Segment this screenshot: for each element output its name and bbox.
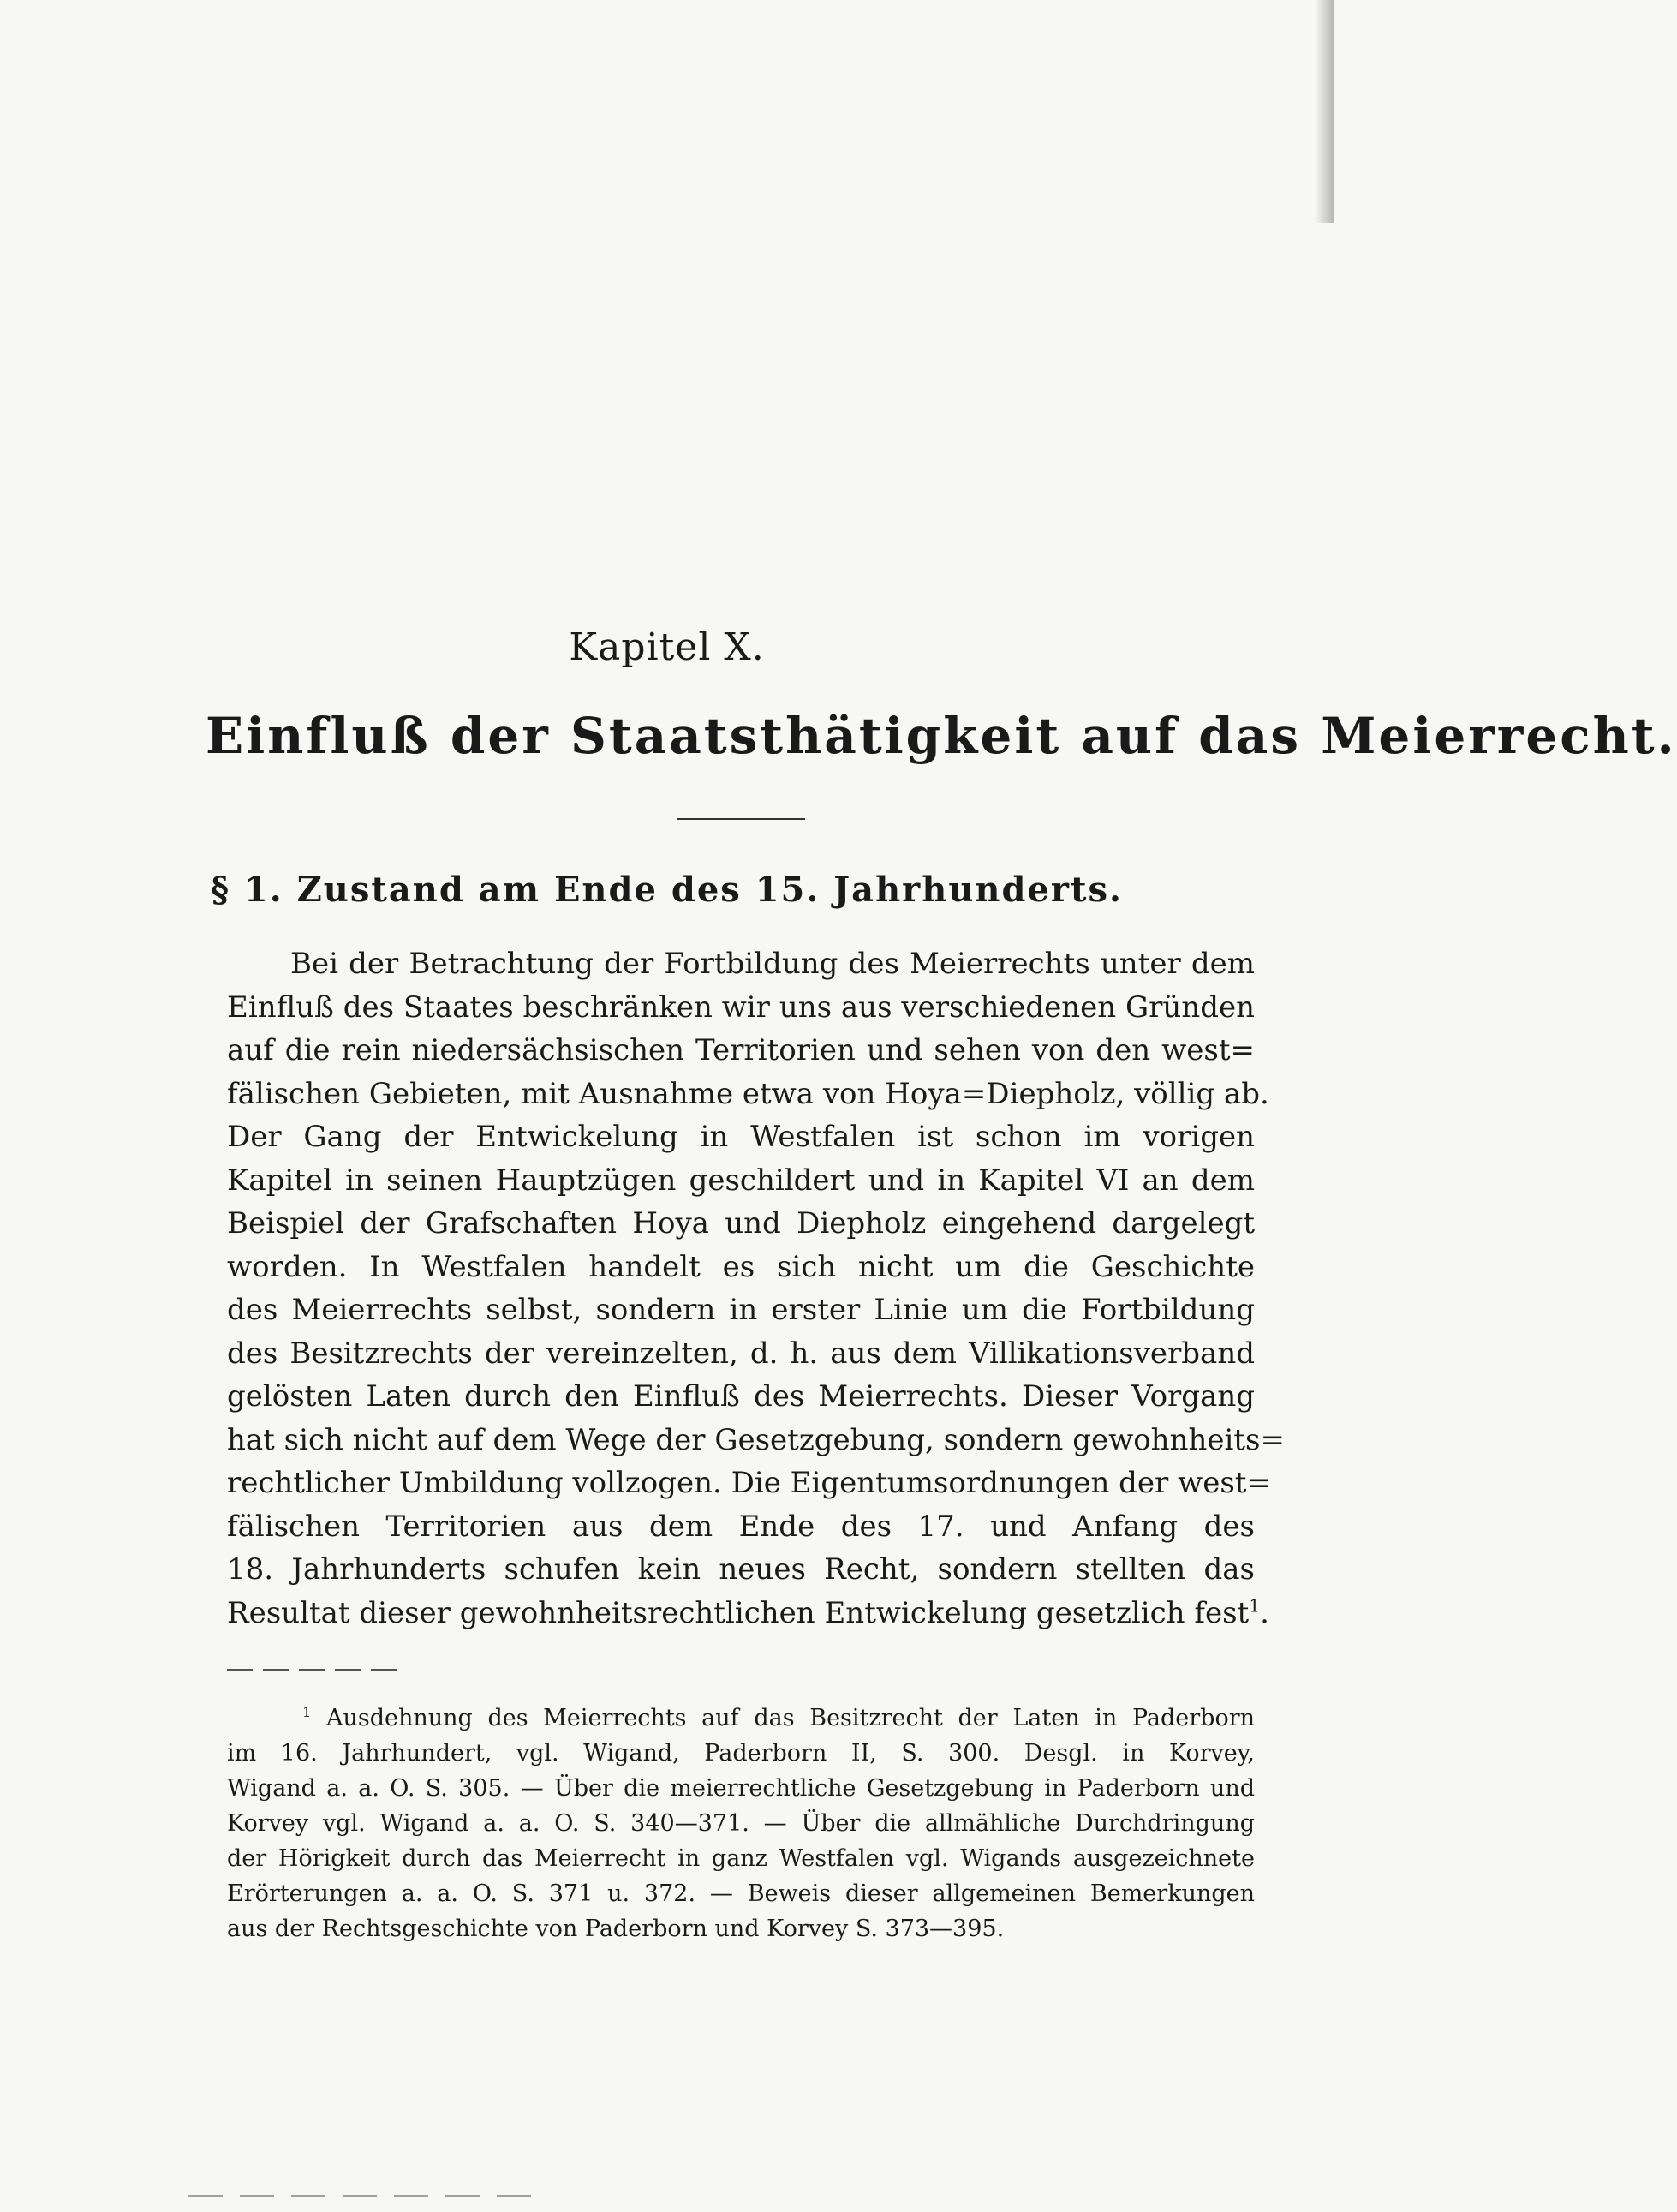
body-line: 18. Jahrhunderts schufen kein neues Recht, sondern stellten das	[227, 1552, 1255, 1587]
body-line: Kapitel in seinen Hauptzügen geschildert und in Kapitel VI an dem	[227, 1163, 1255, 1198]
footnote-line: der Hörigkeit durch das Meierrecht in ganz Westfalen vgl. Wigands ausgezeichnete	[227, 1845, 1255, 1872]
body-paragraph	[227, 942, 1285, 1635]
body-line: Beispiel der Grafschaften Hoya und Diepholz eingehend dargelegt	[227, 1206, 1255, 1241]
footnote-reference: 1	[1249, 1595, 1261, 1617]
footnote-line-text: Ausdehnung des Meierrechts auf das Besitzrecht der Laten in Paderborn	[325, 1705, 1255, 1731]
body-line: hat sich nicht auf dem Wege der Gesetzgebung, sondern gewohnheits=	[227, 1422, 1285, 1457]
footnote-line: Erörterungen a. a. O. S. 371 u. 372. — Beweis dieser allgemeinen Bemerkungen	[227, 1880, 1255, 1907]
body-line: Bei der Betrachtung der Fortbildung des Meierrechts unter dem	[290, 947, 1255, 981]
body-line-text: Resultat dieser gewohnheitsrechtlichen Entwickelung gesetzlich fest	[227, 1595, 1250, 1630]
body-line: rechtlicher Umbildung vollzogen. Die Eigentumsordnungen der west=	[227, 1466, 1271, 1500]
body-line: Einfluß des Staates beschränken wir uns aus verschiedenen Gründen	[227, 989, 1255, 1025]
footnote	[227, 1701, 1255, 1946]
chapter-title: Einfluß der Staatsthätigkeit auf das Meierrecht.	[206, 707, 1677, 765]
body-line: worden. In Westfalen handelt es sich nicht um die Geschichte	[227, 1249, 1255, 1284]
footnote-marker: 1	[302, 1704, 312, 1720]
chapter-label: Kapitel X.	[569, 625, 765, 669]
page-edge-shadow	[1315, 0, 1334, 223]
body-line: fälischen Territorien aus dem Ende des 17. und Anfang des	[227, 1509, 1255, 1544]
title-separator	[677, 818, 805, 820]
body-line: Der Gang der Entwickelung in Westfalen ist schon im vorigen	[227, 1120, 1255, 1154]
body-line: fälischen Gebieten, mit Ausnahme etwa von Hoya=Diepholz, völlig ab.	[227, 1076, 1269, 1111]
footnote-line: Korvey vgl. Wigand a. a. O. S. 340—371. — Über die allmähliche Durchdringung	[227, 1810, 1255, 1837]
footnote-line: im 16. Jahrhundert, vgl. Wigand, Paderborn II, S. 300. Desgl. in Korvey,	[227, 1740, 1255, 1767]
footnote-rule	[227, 1669, 407, 1671]
body-line: gelösten Laten durch den Einfluß des Meierrechts. Dieser Vorgang	[227, 1379, 1255, 1414]
body-line-last: Resultat dieser gewohnheitsrechtlichen Entwickelung gesetzlich fest$^1$.	[227, 1595, 1269, 1630]
body-line: des Meierrechts selbst, sondern in erster Linie um die Fortbildung	[227, 1293, 1255, 1327]
page-bottom-marks	[188, 2195, 548, 2197]
section-title: § 1. Zustand am Ende des 15. Jahrhunderts.	[211, 870, 1123, 910]
footnote-line	[227, 1701, 1255, 1736]
body-line: des Besitzrechts der vereinzelten, d. h. aus dem Villikationsverband	[227, 1336, 1255, 1371]
footnote-line: aus der Rechtsgeschichte von Paderborn und Korvey S. 373—395.	[227, 1916, 1005, 1942]
body-line: auf die rein niedersächsischen Territorien und sehen von den west=	[227, 1033, 1255, 1067]
footnote-line: Wigand a. a. O. S. 305. — Über die meierrechtliche Gesetzgebung in Paderborn und	[227, 1775, 1255, 1802]
